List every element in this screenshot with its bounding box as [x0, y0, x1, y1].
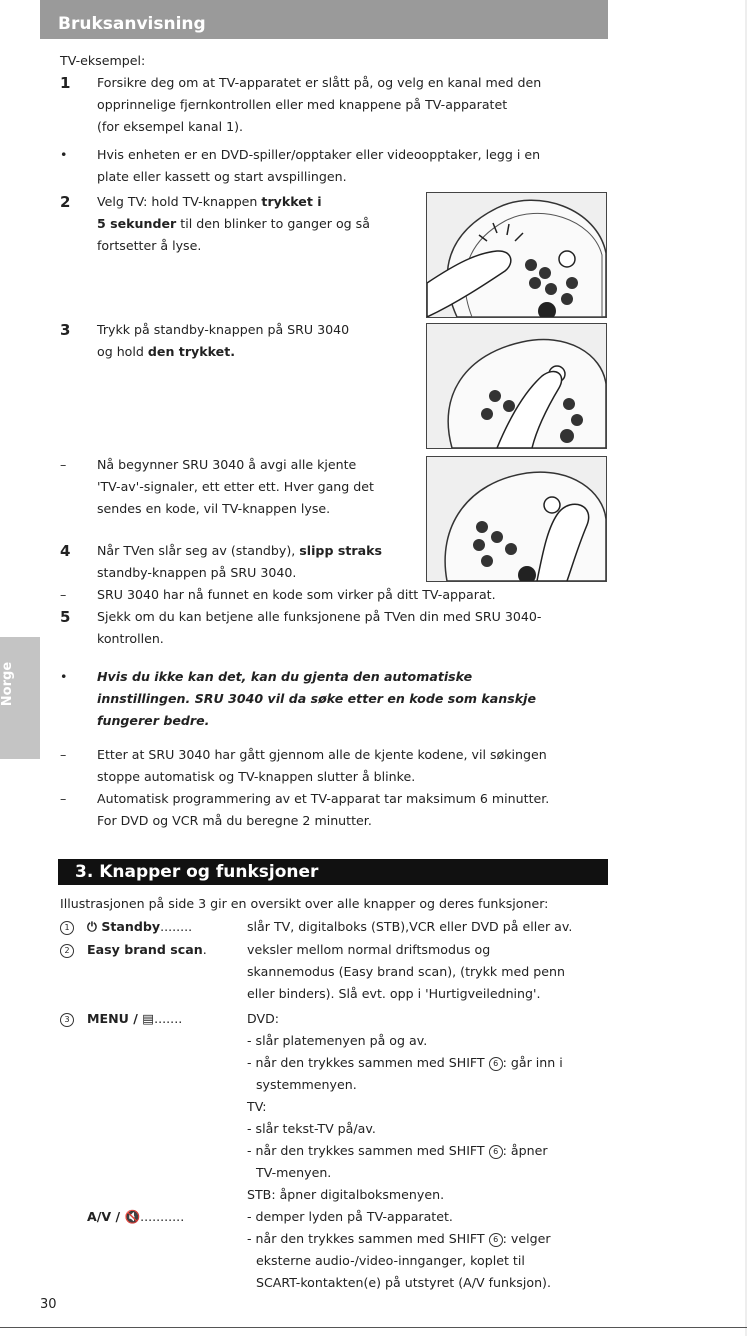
key-description: - demper lyden på TV-apparatet.: [247, 1209, 453, 1224]
key-description: - slår platemenyen på og av.: [247, 1033, 428, 1048]
intro-text: TV-eksempel:: [60, 53, 146, 68]
step-text-bold: trykket i: [261, 194, 322, 209]
page-number: 30: [40, 1297, 57, 1312]
key-menu: [60, 1010, 620, 1210]
step-text: til den blinker to ganger og så: [176, 216, 370, 231]
key-description: slår TV, digitalboks (STB),VCR eller DVD på eller av.: [247, 919, 573, 934]
bottom-rule: [0, 1327, 747, 1328]
step-text: kontrollen.: [97, 631, 164, 646]
side-tab-label: Norge: [0, 661, 15, 707]
key-description: veksler mellom normal driftsmodus og: [247, 942, 491, 957]
key-description: eller binders). Slå evt. opp i 'Hurtigveiledning'.: [247, 986, 541, 1001]
key-easy-brand-scan: [60, 941, 620, 1011]
step-number: 3: [60, 321, 71, 339]
key-description: skannemodus (Easy brand scan), (trykk med penn: [247, 964, 565, 979]
step-text: Velg TV: hold TV-knappen: [97, 194, 262, 209]
step-number: 1: [60, 74, 71, 92]
key-name: A/V / 🔇...........: [87, 1209, 185, 1224]
dash-text: SRU 3040 har nå funnet en kode som virker på ditt TV-apparat.: [97, 587, 496, 602]
key-description: eksterne audio-/video-innganger, koplet til: [256, 1253, 525, 1268]
remote-illustration-standby-hold: [426, 456, 607, 582]
key-description: - når den trykkes sammen med SHIFT 6 : velger: [247, 1231, 551, 1246]
bullet-text-emphasis: Hvis du ikke kan det, kan du gjenta den automatiske: [97, 669, 473, 684]
key-description: SCART-kontakten(e) på utstyret (A/V funksjon).: [256, 1275, 551, 1290]
step-text: Forsikre deg om at TV-apparatet er slått på, og velg en kanal med den: [97, 75, 542, 90]
step-text: opprinnelige fjernkontrollen eller med knappene på TV-apparatet: [97, 97, 508, 112]
section-header-bar: [58, 859, 608, 885]
bullet-text: Hvis enheten er en DVD-spiller/opptaker eller videoopptaker, legg i en: [97, 147, 541, 162]
step-text: standby-knappen på SRU 3040.: [97, 565, 297, 580]
key-name: ⏻ Standby........: [87, 919, 193, 934]
key-name: Easy brand scan.: [87, 942, 207, 957]
key-number: 1: [60, 921, 74, 935]
key-description: DVD:: [247, 1011, 280, 1026]
dash-text: Nå begynner SRU 3040 å avgi alle kjente: [97, 457, 357, 472]
dash-text: Automatisk programmering av et TV-apparat tar maksimum 6 minutter.: [97, 791, 550, 806]
step-text: Trykk på standby-knappen på SRU 3040: [97, 322, 350, 337]
bullet-text-emphasis: innstillingen. SRU 3040 vil da søke etter en kode som kanskje: [97, 691, 536, 706]
key-description: - når den trykkes sammen med SHIFT 6 : åpner: [247, 1143, 548, 1158]
key-number: 2: [60, 944, 74, 958]
key-standby: [60, 918, 620, 940]
step-text: (for eksempel kanal 1).: [97, 119, 244, 134]
key-av-mute: [60, 1208, 620, 1298]
dash-text: Etter at SRU 3040 har gått gjennom alle de kjente kodene, vil søkingen: [97, 747, 547, 762]
step-number: 5: [60, 608, 71, 626]
bullet-text-emphasis: fungerer bedre.: [97, 713, 210, 728]
key-description: - slår tekst-TV på/av.: [247, 1121, 376, 1136]
step-text: Sjekk om du kan betjene alle funksjonene på TVen din med SRU 3040-: [97, 609, 542, 624]
dash-text: sendes en kode, vil TV-knappen lyse.: [97, 501, 331, 516]
key-description: - når den trykkes sammen med SHIFT 6 : går inn i: [247, 1055, 563, 1070]
key-name: MENU / ▤.......: [87, 1011, 183, 1026]
section-intro: Illustrasjonen på side 3 gir en oversikt over alle knapper og deres funksjoner:: [60, 896, 549, 911]
step-number: 4: [60, 542, 71, 560]
dash-text: For DVD og VCR må du beregne 2 minutter.: [97, 813, 372, 828]
dash-mark: –: [60, 791, 67, 806]
step-text-bold: den trykket.: [147, 344, 235, 359]
dash-text: 'TV-av'-signaler, ett etter ett. Hver gang det: [97, 479, 374, 494]
dash-text: stoppe automatisk og TV-knappen slutter å blinke.: [97, 769, 416, 784]
dash-mark: –: [60, 587, 67, 602]
dash-mark: –: [60, 747, 67, 762]
step-text: Når TVen slår seg av (standby),: [97, 543, 300, 558]
key-description: TV:: [247, 1099, 267, 1114]
section-title: 3. Knapper og funksjoner: [75, 862, 319, 882]
key-description: STB: åpner digitalboksmenyen.: [247, 1187, 445, 1202]
key-number: 3: [60, 1013, 74, 1027]
step-text-bold: 5 sekunder: [97, 216, 177, 231]
language-side-tab: [0, 637, 40, 759]
step-text: og hold: [97, 344, 148, 359]
bullet-mark: •: [60, 669, 68, 684]
remote-illustration-standby-press: [426, 323, 607, 449]
page-header-bar: [40, 0, 608, 39]
step-text-bold: slipp straks: [299, 543, 382, 558]
key-description: TV-menyen.: [256, 1165, 332, 1180]
step-text: fortsetter å lyse.: [97, 238, 202, 253]
bullet-text: plate eller kassett og start avspillingen.: [97, 169, 347, 184]
remote-illustration-tv-button: [426, 192, 607, 318]
dash-mark: –: [60, 457, 67, 472]
key-description: systemmenyen.: [256, 1077, 357, 1092]
page-header-title: Bruksanvisning: [58, 14, 206, 34]
bullet-mark: •: [60, 147, 68, 162]
step-number: 2: [60, 193, 71, 211]
